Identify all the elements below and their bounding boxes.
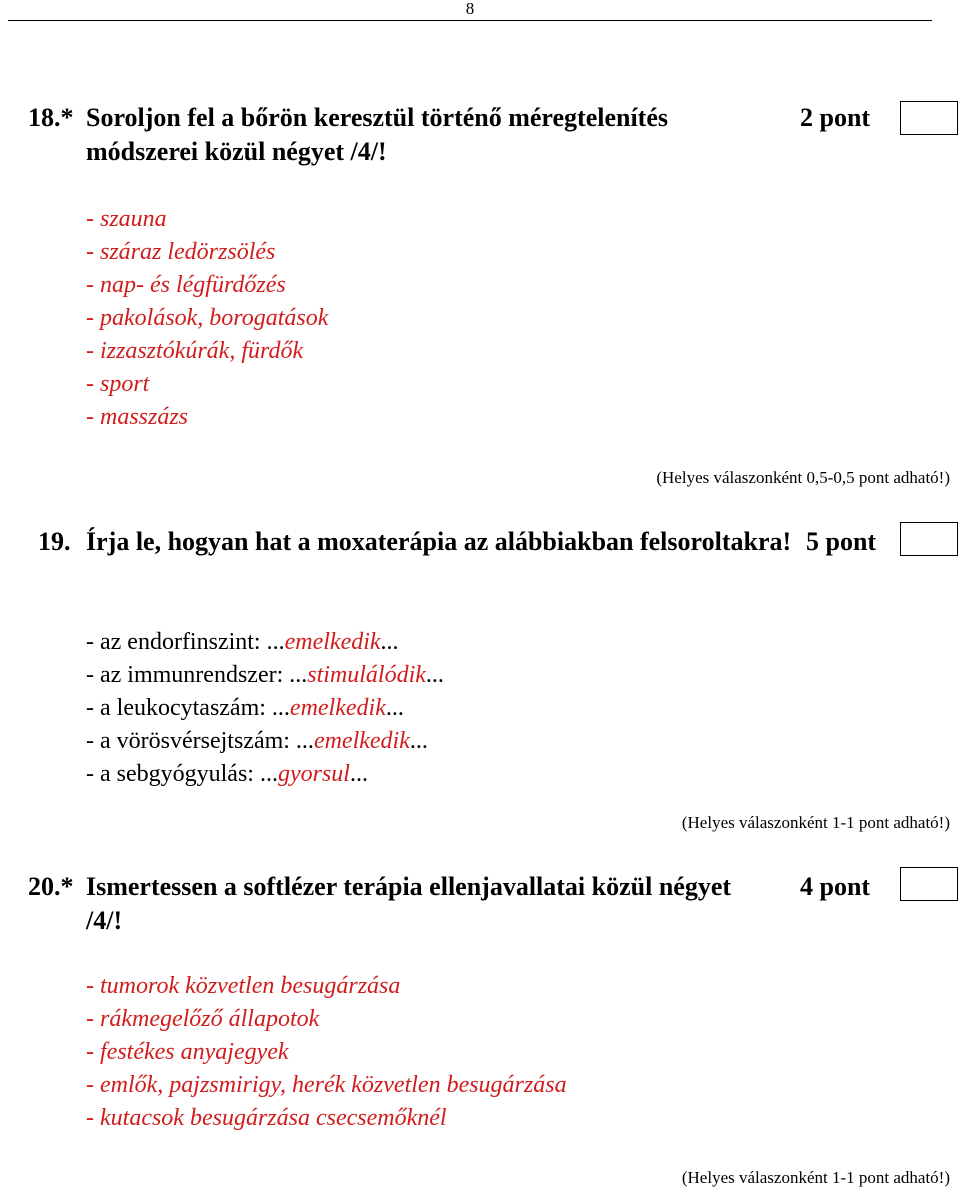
question-text: Ismertessen a softlézer terápia ellenjavallatai közül négyet /4/! (86, 872, 732, 935)
question-text: Írja le, hogyan hat a moxaterápia az alábbiakban felsoroltakra! (86, 527, 792, 556)
question-points: 2 pont (800, 103, 871, 132)
score-box[interactable] (900, 522, 958, 556)
answer-item: - nap- és légfürdőzés (86, 272, 286, 298)
fill-in-answer: emelkedik (289, 695, 386, 721)
answer-item: - sport (86, 371, 150, 397)
fill-in-item: - a leukocytaszám: ...emelkedik... (86, 695, 404, 721)
answer-item: - szauna (86, 206, 167, 232)
answer-item: - rákmegelőző állapotok (86, 1006, 320, 1032)
answer-item: - tumorok közvetlen besugárzása (86, 973, 401, 999)
question-points: 4 pont (800, 872, 871, 901)
answer-list (86, 203, 328, 434)
answer-item: - festékes anyajegyek (86, 1039, 289, 1065)
fill-in-answer: emelkedik (284, 629, 381, 655)
header-rule (8, 20, 932, 21)
question-number: 19. (38, 527, 71, 556)
fill-in-list (86, 626, 444, 791)
fill-in-answer: gyorsul (277, 761, 350, 787)
fill-in-item: - az endorfinszint: ...emelkedik... (86, 629, 399, 655)
answer-item: - izzasztókúrák, fürdők (86, 338, 304, 364)
answer-item: - emlők, pajzsmirigy, herék közvetlen besugárzása (86, 1072, 567, 1098)
answer-item: - kutacsok besugárzása csecsemőknél (86, 1105, 447, 1131)
question-points: 5 pont (806, 527, 877, 556)
answer-item: - pakolások, borogatások (86, 305, 329, 331)
answer-list (86, 970, 567, 1135)
score-box[interactable] (900, 101, 958, 135)
answer-item: - masszázs (86, 404, 189, 430)
score-box[interactable] (900, 867, 958, 901)
fill-in-item: - a sebgyógyulás: ...gyorsul... (86, 761, 368, 787)
question-number: 20.* (28, 872, 74, 901)
page-number: 8 (465, 0, 475, 18)
fill-in-answer: stimulálódik (307, 662, 426, 688)
fill-in-item: - az immunrendszer: ...stimulálódik... (86, 662, 444, 688)
fill-in-item: - a vörösvérsejtszám: ...emelkedik... (86, 728, 428, 754)
answer-item: - száraz ledörzsölés (86, 239, 276, 265)
scoring-note: (Helyes válaszonként 1-1 pont adható!) (681, 813, 950, 832)
scoring-note: (Helyes válaszonként 1-1 pont adható!) (681, 1168, 950, 1187)
scoring-note: (Helyes válaszonként 0,5-0,5 pont adható!) (656, 468, 950, 487)
question-text: Soroljon fel a bőrön keresztül történő méregtelenítés módszerei közül négyet /4/! (86, 103, 668, 166)
question-number: 18.* (28, 103, 74, 132)
fill-in-answer: emelkedik (313, 728, 410, 754)
